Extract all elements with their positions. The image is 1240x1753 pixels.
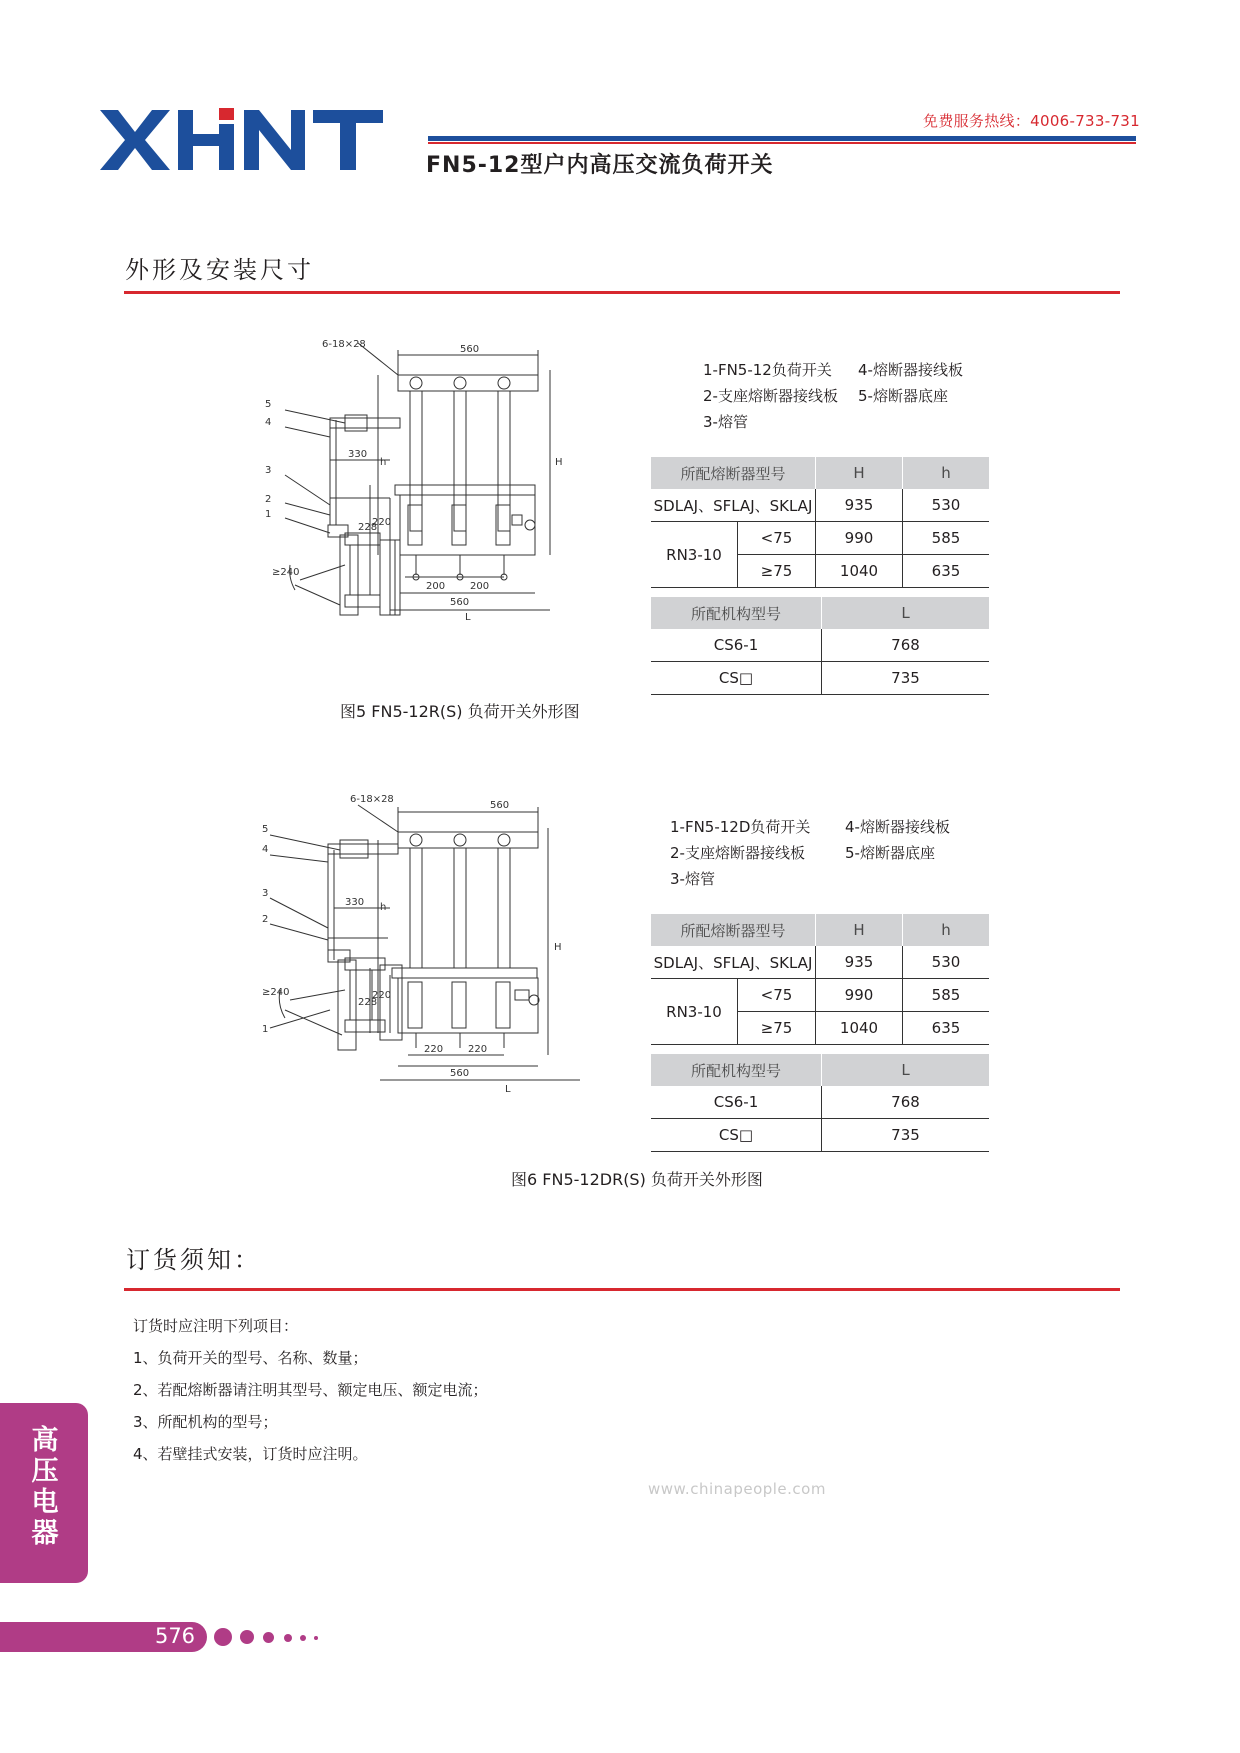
order-item: 1、负荷开关的型号、名称、数量； [133,1349,368,1367]
figure6-legend: 1-FN5-12D负荷开关 4-熔断器接线板 2-支座熔断器接线板 5-熔断器底座 3-熔管 [670,818,950,888]
watermark: www.chinapeople.com [648,1480,826,1498]
order-intro: 订货时应注明下列项目： [133,1317,299,1335]
label-top-width: 560 [460,344,480,355]
figure5-caption: 图5 FN5-12R(S) 负荷开关外形图 [340,702,580,721]
label-n3: 3 [262,888,269,899]
header-rule-blue [428,136,1136,141]
order-item: 2、若配熔断器请注明其型号、额定电压、额定电流； [133,1381,488,1399]
section-title-dimensions: 外形及安装尺寸 [125,256,314,284]
label-220: 220 [372,990,392,1001]
section-rule [124,291,1120,294]
label-spacing-2: 200 [470,581,490,592]
label-spacing-2: 220 [468,1044,488,1055]
figure6-fuse-table: 所配熔断器型号 H h SDLAJ、SFLAJ、SKLAJ 935 530 RN3-10 <75 990 585 ≥75 1040 635 [651,914,989,1045]
label-L: L [505,1084,511,1095]
section-title-order: 订货须知： [126,1246,261,1274]
label-n1: 1 [262,1024,269,1035]
figure6-drawing [250,794,640,1110]
label-arm: 330 [345,897,365,908]
label-holes: 6-18×28 [322,339,366,350]
label-n5: 5 [262,824,269,835]
figure5-drawing [250,339,640,675]
label-220: 220 [372,517,392,528]
label-arm: 330 [348,449,368,460]
order-item: 3、所配机构的型号； [133,1413,278,1431]
label-n5: 5 [265,399,272,410]
figure6-caption: 图6 FN5-12DR(S) 负荷开关外形图 [511,1170,763,1189]
label-spacing-1: 200 [426,581,446,592]
label-h: h [380,457,387,468]
figure6-mechanism-table: 所配机构型号 L CS6-1 768 CS□ 735 [651,1054,989,1152]
label-angle: ≥240 [262,987,290,998]
label-bottom-width: 560 [450,597,470,608]
page-number: 576 [154,1624,196,1648]
order-item: 4、若壁挂式安装，订货时应注明。 [133,1445,368,1463]
label-holes: 6-18×28 [350,794,394,805]
label-H: H [555,457,563,468]
label-n4: 4 [265,417,272,428]
label-angle: ≥240 [272,567,300,578]
label-228: 228 [358,522,378,533]
label-L: L [465,612,471,623]
order-notes [133,1310,488,1470]
section-rule [124,1288,1120,1291]
label-h: h [380,902,387,913]
label-n4: 4 [262,844,269,855]
figure5-fuse-table: 所配熔断器型号 H h SDLAJ、SFLAJ、SKLAJ 935 530 RN3-10 <75 990 585 ≥75 1040 635 [651,457,989,588]
header-rule-red [428,142,1136,144]
category-tab: 高 压 电 器 [0,1403,88,1583]
label-bottom-width: 560 [450,1068,470,1079]
label-n1: 1 [265,509,272,520]
page-title: FN5-12型户内高压交流负荷开关 [426,153,774,178]
label-n3: 3 [265,465,272,476]
label-n2: 2 [262,914,269,925]
label-n2: 2 [265,494,272,505]
figure5-legend: 1-FN5-12负荷开关 4-熔断器接线板 2-支座熔断器接线板 5-熔断器底座 3-熔管 [703,361,963,431]
service-hotline: 免费服务热线：4006-733-731 [923,112,1140,130]
label-H: H [554,942,562,953]
label-spacing-1: 220 [424,1044,444,1055]
figure5-mechanism-table: 所配机构型号 L CS6-1 768 CS□ 735 [651,597,989,695]
label-top-width: 560 [490,800,510,811]
xhnt-logo [100,100,390,180]
label-228: 228 [358,997,378,1008]
